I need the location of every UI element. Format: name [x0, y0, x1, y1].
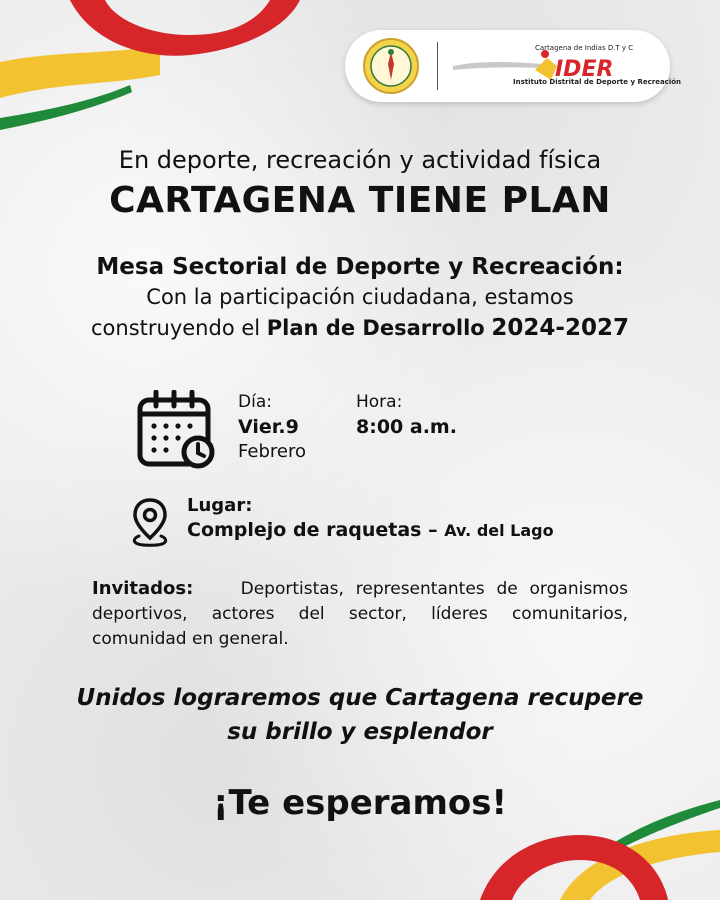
- dia-label: Día:: [238, 392, 272, 412]
- invitados-text: Deportistas, representantes de organismos deportivos, actores del sector, líderes comunitarios, comunidad en general.: [92, 579, 628, 649]
- ider-top-text: Cartagena de Indias D.T y C: [535, 44, 634, 52]
- mesa-line-2: [0, 315, 720, 341]
- hora-label: Hora:: [356, 392, 403, 412]
- mesa-title: Mesa Sectorial de Deporte y Recreación:: [96, 254, 624, 280]
- closing-text: ¡Te esperamos!: [212, 783, 507, 823]
- mesa-line-2-prefix: construyendo el: [91, 316, 267, 340]
- logo-divider: [437, 42, 438, 90]
- slogan-line-1: Unidos lograremos que Cartagena recupere: [76, 685, 644, 711]
- dia-month: Febrero: [238, 441, 306, 462]
- hora-value: 8:00 a.m.: [356, 416, 457, 438]
- header-title: CARTAGENA TIENE PLAN: [109, 180, 611, 221]
- ribbon-yellow-top: [0, 45, 160, 98]
- lugar-label: Lugar:: [187, 495, 253, 516]
- slogan-line-2: su brillo y esplendor: [227, 719, 493, 745]
- invitados-label: Invitados:: [92, 578, 194, 599]
- mesa-plan-years: 2024-2027: [491, 315, 629, 341]
- invitados-paragraph: [92, 576, 628, 652]
- ribbon-red-top: [70, 0, 300, 56]
- slogan: [0, 681, 720, 749]
- alcaldia-seal-logo: [363, 38, 419, 94]
- header-line-1: En deporte, recreación y actividad física: [118, 146, 602, 174]
- ider-wordmark: IDER: [555, 57, 614, 82]
- dia-value: Vier.9: [238, 416, 299, 438]
- calendar-icon: [136, 390, 218, 472]
- mesa-line-1: Con la participación ciudadana, estamos: [146, 285, 574, 309]
- mesa-plan-name: Plan de Desarrollo: [266, 316, 485, 340]
- lugar-value: [187, 519, 554, 541]
- ider-bottom-text: Instituto Distrital de Deporte y Recreación: [513, 78, 682, 86]
- lugar-name: Complejo de raquetas –: [187, 519, 445, 541]
- lugar-detail: Av. del Lago: [444, 521, 554, 540]
- location-pin-icon: [130, 496, 170, 548]
- logo-banner: [345, 30, 682, 102]
